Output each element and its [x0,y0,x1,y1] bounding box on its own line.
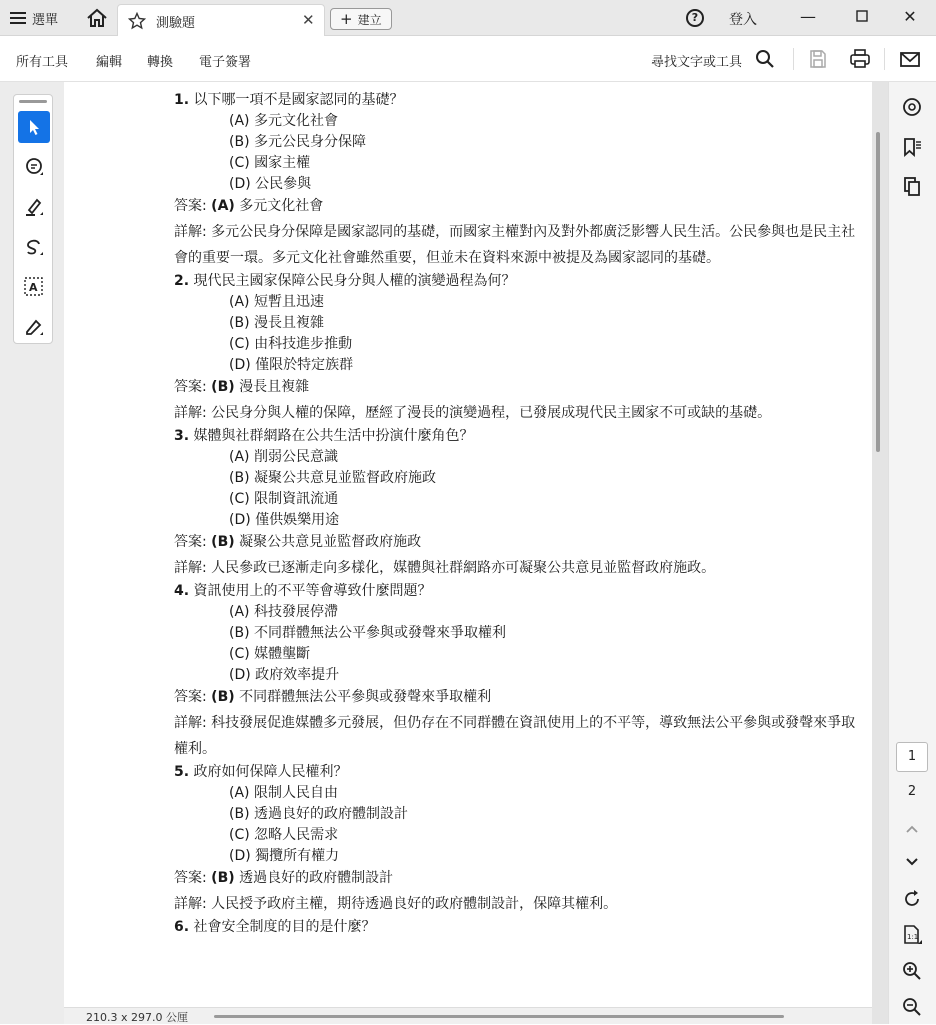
comment-tool-button[interactable] [18,151,50,183]
svg-text:1:1: 1:1 [907,933,919,941]
answer-option: (D) 僅供娛樂用途 [229,512,340,528]
explanation-text: 科技發展促進媒體多元發展，但仍存在不同群體在資訊使用上的不平等，導致無法公平參與或發聲來爭取權利。 [174,715,856,757]
answer-option: (A) 短暫且迅速 [229,294,324,310]
select-tool-button[interactable] [18,111,50,143]
explanation-prefix: 詳解: [174,715,212,731]
horizontal-scrollbar[interactable] [214,1015,784,1018]
cursor-icon [26,118,42,136]
answer-letter: (B) [211,379,235,395]
rotate-icon[interactable] [901,888,923,910]
question-number: 2. [174,273,190,289]
print-icon[interactable] [849,48,871,70]
answer-option: (D) 獨攬所有權力 [229,848,340,864]
main-toolbar [0,36,936,82]
explanation-text: 人民授予政府主權，期待透過良好的政府體制設計，保障其權利。 [211,896,618,912]
document-page[interactable] [64,82,872,1007]
answer-option: (C) 媒體壟斷 [229,646,311,662]
plus-icon: + [340,10,353,28]
answer-option: (C) 國家主權 [229,155,311,171]
question-text: 以下哪一項不是國家認同的基礎？ [193,92,404,108]
answer-option: (B) 透過良好的政府體制設計 [229,806,408,822]
status-bar [64,1007,872,1024]
total-pages: 2 [907,784,917,799]
home-icon [86,8,108,28]
help-icon[interactable]: ? [686,9,704,27]
quick-tools-panel [13,94,53,344]
close-tab-icon[interactable]: ✕ [302,11,315,29]
question-1 [174,90,864,111]
save-icon[interactable] [807,48,829,70]
answer-letter: (B) [211,534,235,550]
explanation-prefix: 詳解: [174,560,212,576]
highlight-tool-button[interactable] [18,191,50,223]
explanation-prefix: 詳解: [174,405,212,421]
answer-text: 凝聚公共意見並監督政府施政 [239,534,422,550]
fit-page-icon[interactable] [901,924,923,946]
chevron-down-icon[interactable] [901,850,923,872]
question-text: 政府如何保障人民權利？ [193,764,348,780]
bookmark-icon[interactable] [901,136,923,158]
explanation [174,710,864,762]
answer-option: (A) 多元文化社會 [229,113,338,129]
answer-prefix: 答案: [174,379,212,395]
star-icon[interactable] [128,12,146,30]
answer-letter: (B) [211,870,235,886]
answer-prefix: 答案: [174,689,212,705]
divider [793,48,794,70]
question-4 [174,581,864,602]
maximize-icon[interactable] [850,6,874,28]
explanation [174,555,864,581]
question-text: 社會安全制度的目的是什麼？ [193,919,376,935]
answer-line [174,868,864,889]
drag-handle[interactable] [19,100,47,103]
toolbar-edit[interactable]: 編輯 [96,55,123,70]
minimize-icon[interactable]: — [800,7,816,26]
answer-text: 不同群體無法公平參與或發聲來爭取權利 [239,689,492,705]
question-number: 1. [174,92,190,108]
close-window-icon[interactable]: ✕ [903,7,917,26]
answer-option: (B) 漫長且複雜 [229,315,324,331]
freehand-icon [23,236,45,258]
answer-option: (C) 限制資訊流通 [229,491,339,507]
text-box-icon [23,276,45,298]
right-rail [888,82,936,1024]
explanation [174,891,864,917]
question-number: 4. [174,583,190,599]
comment-icon [23,156,45,178]
question-number: 5. [174,764,190,780]
search-icon[interactable] [754,48,776,70]
toolbar-esign[interactable]: 電子簽署 [199,55,252,70]
question-number: 3. [174,428,190,444]
answer-prefix: 答案: [174,534,212,550]
answer-letter: (A) [211,198,235,214]
toolbar-convert[interactable]: 轉換 [147,55,174,70]
answer-option: (A) 科技發展停滯 [229,604,338,620]
answer-option: (B) 凝聚公共意見並監督政府施政 [229,470,436,486]
home-button[interactable] [86,8,108,28]
zoom-in-icon[interactable] [901,960,923,982]
copy-pages-icon[interactable] [901,175,923,197]
explanation-text: 人民參政已逐漸走向多樣化，媒體與社群網路亦可凝聚公共意見並監督政府施政。 [211,560,716,576]
divider [884,48,885,70]
answer-line [174,687,864,708]
answer-line [174,532,864,553]
zoom-out-icon[interactable] [901,996,923,1018]
explanation-prefix: 詳解: [174,224,212,240]
explanation [174,400,864,426]
menu-button[interactable] [10,8,58,28]
left-rail [0,82,64,1024]
answer-text: 多元文化社會 [239,198,324,214]
chevron-up-icon[interactable] [901,818,923,840]
menu-label: 選單 [32,12,59,28]
answer-text: 漫長且複雜 [239,379,310,395]
answer-line [174,377,864,398]
question-3 [174,426,864,447]
new-tab-label: 建立 [357,12,382,27]
toolbar-all-tools[interactable]: 所有工具 [16,55,69,70]
answer-option: (D) 政府效率提升 [229,667,340,683]
explanation [174,219,864,271]
svg-text:A: A [29,281,38,294]
find-text-label[interactable]: 尋找文字或工具 [651,55,743,70]
login-button[interactable]: 登入 [729,12,757,28]
draw-tool-button[interactable] [18,231,50,263]
highlighter-icon [23,196,45,218]
answer-option: (B) 不同群體無法公平參與或發聲來爭取權利 [229,625,506,641]
mail-icon[interactable] [899,48,921,70]
answer-option: (B) 多元公民身分保障 [229,134,366,150]
comments-panel-icon[interactable] [901,96,923,118]
answer-text: 透過良好的政府體制設計 [239,870,394,886]
answer-option: (D) 僅限於特定族群 [229,357,354,373]
hamburger-icon [10,11,26,25]
document-tab[interactable] [117,4,325,36]
question-5 [174,762,864,783]
workspace [0,82,936,1024]
question-number: 6. [174,919,190,935]
explanation-text: 多元公民身分保障是國家認同的基礎，而國家主權對內及對外都廣泛影響人民生活。公民參與也是民主社會的重要一環。多元文化社會雖然重要，但並未在資料來源中被提及為國家認同的基礎。 [174,224,856,266]
page-size-label: 210.3 x 297.0 公厘 [86,1011,188,1024]
explanation-prefix: 詳解: [174,896,212,912]
title-bar [0,0,936,36]
question-text: 資訊使用上的不平等會導致什麼問題？ [193,583,432,599]
answer-line [174,196,864,217]
new-tab-button[interactable] [330,8,392,30]
sign-tool-button[interactable] [18,311,50,343]
answer-option: (A) 限制人民自由 [229,785,338,801]
question-6 [174,917,864,938]
vertical-scrollbar[interactable] [876,132,880,452]
answer-prefix: 答案: [174,870,212,886]
signature-pen-icon [23,316,45,338]
question-text: 媒體與社群網路在公共生活中扮演什麼角色？ [193,428,474,444]
answer-option: (D) 公民參與 [229,176,312,192]
question-2 [174,271,864,292]
answer-option: (C) 忽略人民需求 [229,827,339,843]
tab-title: 測驗題 [156,16,196,31]
current-page-input[interactable]: 1 [896,742,928,772]
explanation-text: 公民身分與人權的保障，歷經了漫長的演變過程，已發展成現代民主國家不可或缺的基礎。 [211,405,772,421]
answer-option: (C) 由科技進步推動 [229,336,353,352]
answer-letter: (B) [211,689,235,705]
question-text: 現代民主國家保障公民身分與人權的演變過程為何？ [193,273,516,289]
document-content [174,90,864,938]
text-box-tool-button[interactable] [18,271,50,303]
answer-prefix: 答案: [174,198,212,214]
answer-option: (A) 削弱公民意識 [229,449,338,465]
